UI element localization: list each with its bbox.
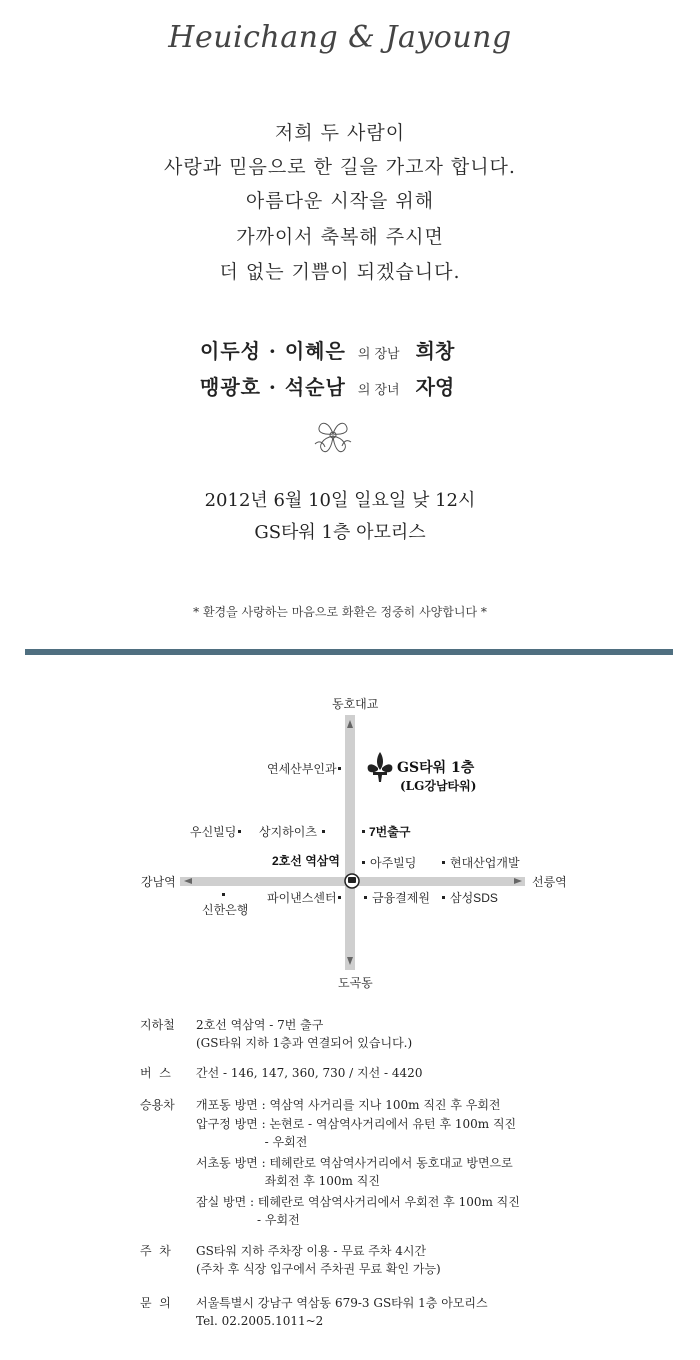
groom-relation: 의 장남 bbox=[357, 347, 400, 362]
groom-name: 희창 bbox=[415, 339, 455, 363]
landmark-label: 아주빌딩 bbox=[370, 856, 417, 870]
map-south-label: 도곡동 bbox=[338, 976, 373, 990]
car-line: - 우회전 bbox=[196, 1213, 300, 1227]
subway-line: 2호선 역삼역 - 7번 출구 bbox=[196, 1018, 324, 1032]
landmark-label: 우신빌딩 bbox=[190, 825, 237, 839]
gs-tower-logo-icon bbox=[368, 752, 393, 782]
parking-line: (주차 후 식장 입구에서 주차권 무료 확인 가능) bbox=[196, 1262, 441, 1276]
message-line: 가까이서 축복해 주시면 bbox=[236, 226, 444, 248]
directions-bus bbox=[140, 1064, 660, 1084]
parking-line: GS타워 지하 주차장 이용 - 무료 주차 4시간 bbox=[196, 1244, 427, 1258]
map-north-label: 동호대교 bbox=[332, 697, 379, 711]
map-east-label: 선릉역 bbox=[532, 875, 567, 889]
car-label: 승용차 bbox=[140, 1098, 175, 1112]
road-vertical bbox=[345, 715, 355, 970]
directions-parking bbox=[140, 1242, 660, 1282]
flower-icon bbox=[311, 414, 355, 458]
couple-title: Heuichang & Jayoung bbox=[168, 20, 512, 55]
exit7-label: 7번출구 bbox=[369, 825, 411, 839]
flower-decline-note: * 환경을 사랑하는 마음으로 화환은 정중히 사양합니다 * bbox=[193, 605, 487, 619]
landmark-label: 현대산업개발 bbox=[450, 856, 520, 870]
event-venue: GS타워 1층 아모리스 bbox=[254, 522, 426, 543]
contact-phone: Tel. 02.2005.1011~2 bbox=[196, 1314, 324, 1328]
bus-line: 간선 - 146, 147, 360, 730 / 지선 - 4420 bbox=[196, 1066, 423, 1080]
landmark-label: 신한은행 bbox=[202, 903, 249, 917]
landmark-label: 금융결제원 bbox=[372, 891, 430, 905]
car-line: 서초동 방면 : 테헤란로 역삼역사거리에서 동호대교 방면으로 bbox=[196, 1156, 513, 1170]
gs-tower-label: GS타워 1층 bbox=[397, 760, 475, 776]
section-divider bbox=[25, 649, 673, 655]
contact-address: 서울특별시 강남구 역삼동 679-3 GS타워 1층 아모리스 bbox=[196, 1296, 488, 1310]
landmark-label: 상지하이츠 bbox=[259, 825, 317, 839]
bus-label: 버 스 bbox=[140, 1066, 171, 1080]
car-line: 압구정 방면 : 논현로 - 역삼역사거리에서 유턴 후 100m 직진 bbox=[196, 1117, 517, 1131]
parking-label: 주 차 bbox=[140, 1244, 171, 1258]
family-bride bbox=[200, 371, 454, 400]
car-line: - 우회전 bbox=[196, 1135, 308, 1149]
landmark-label: 파이낸스센터 bbox=[267, 891, 337, 905]
subway-line: (GS타워 지하 1층과 연결되어 있습니다.) bbox=[196, 1036, 413, 1050]
station-label: 2호선 역삼역 bbox=[272, 854, 340, 868]
groom-parents: 이두성 · 이혜은 bbox=[200, 339, 346, 363]
contact-label: 문 의 bbox=[140, 1296, 171, 1310]
car-line: 좌회전 후 100m 직진 bbox=[196, 1174, 380, 1188]
directions-subway bbox=[140, 1016, 660, 1056]
location-map bbox=[0, 660, 700, 1000]
bride-name: 자영 bbox=[415, 375, 455, 399]
car-line: 개포동 방면 : 역삼역 사거리를 지나 100m 직진 후 우회전 bbox=[196, 1098, 501, 1112]
event-datetime: 2012년 6월 10일 일요일 낮 12시 bbox=[204, 490, 476, 511]
directions-car bbox=[140, 1096, 660, 1226]
map-west-label: 강남역 bbox=[141, 875, 176, 889]
landmark-label: 연세산부인과 bbox=[267, 762, 337, 776]
bride-relation: 의 장녀 bbox=[357, 383, 400, 398]
gs-tower-sublabel: (LG강남타워) bbox=[400, 779, 477, 793]
family-groom bbox=[200, 335, 454, 364]
directions-contact bbox=[140, 1294, 660, 1334]
subway-label: 지하철 bbox=[140, 1018, 175, 1032]
message-line: 저희 두 사람이 bbox=[274, 122, 406, 144]
message-line: 아름다운 시작을 위해 bbox=[245, 190, 435, 212]
message-line: 사랑과 믿음으로 한 길을 가고자 합니다. bbox=[164, 156, 516, 178]
message-line: 더 없는 기쁨이 되겠습니다. bbox=[219, 261, 461, 283]
bride-parents: 맹광호 · 석순남 bbox=[200, 375, 346, 399]
landmark-label: 삼성SDS bbox=[450, 891, 498, 905]
car-line: 잠실 방면 : 테헤란로 역삼역사거리에서 우회전 후 100m 직진 bbox=[196, 1195, 520, 1209]
